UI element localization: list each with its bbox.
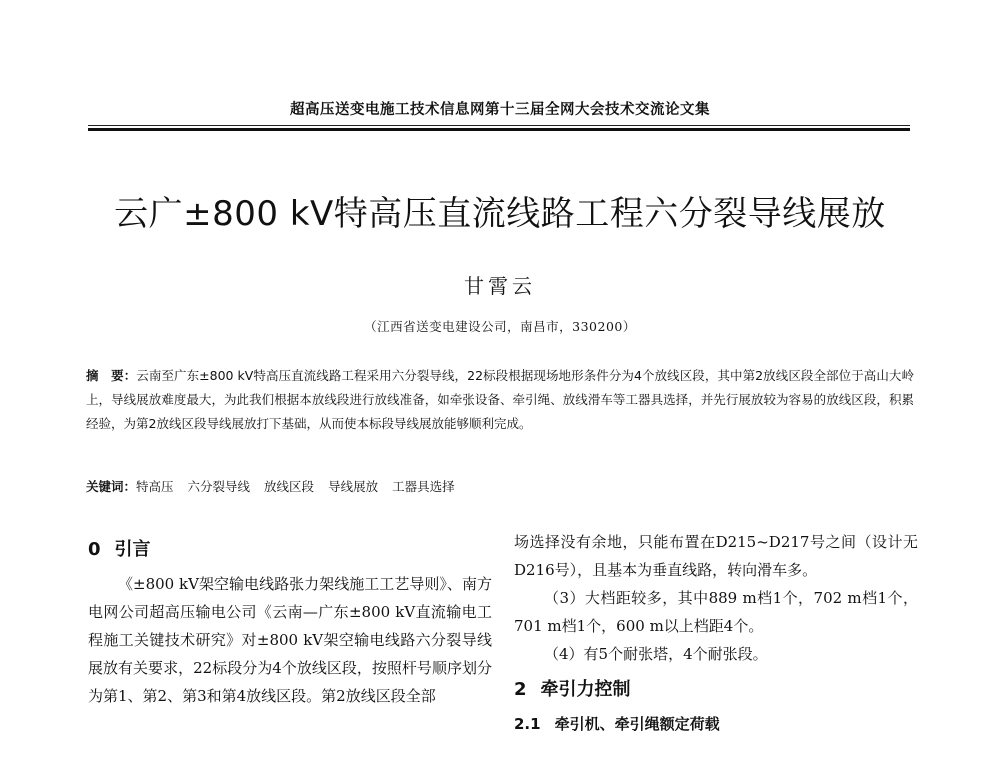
- paper-title: 云广±800 kV特高压直流线路工程六分裂导线展放: [114, 194, 886, 234]
- subsection-heading-rated-load: [514, 710, 918, 738]
- abstract: [86, 364, 914, 436]
- subsection-title: 牵引机、牵引绳额定荷载: [554, 715, 720, 733]
- author-name: 甘霄云: [464, 274, 536, 298]
- section-heading-traction-control: [514, 676, 918, 704]
- list-item-3: （3）大档距较多，其中889 m档1个，702 m档1个，701 m档1个，600 m以上档距4个。: [514, 589, 918, 635]
- section-heading-introduction: [88, 536, 492, 564]
- keyword: 导线展放: [328, 479, 379, 494]
- running-header: 超高压送变电施工技术信息网第十三届全网大会技术交流论文集: [290, 102, 710, 118]
- author-affiliation: （江西省送变电建设公司，南昌市，330200）: [364, 319, 636, 334]
- right-column: [514, 528, 918, 738]
- section-number: 0: [88, 539, 101, 560]
- abstract-label: 摘 要：: [86, 368, 137, 383]
- section-title: 引言: [114, 539, 151, 560]
- body-paragraph: 场选择没有余地，只能布置在D215~D217号之间（设计无D216号），且基本为垂直线路，转向滑车多。: [514, 533, 918, 579]
- intro-paragraph: 《±800 kV架空输电线路张力架线施工工艺导则》、南方电网公司超高压输电公司《云南—广东±800 kV直流输电工程施工关键技术研究》对±800 kV架空输电线路六分裂导线展放有关要求，22标段分为4个放线区段，按照杆号顺序划分为第1、第2、第3和第4放线区段。第2放线区段全部: [88, 575, 492, 705]
- abstract-text: 云南至广东±800 kV特高压直流线路工程采用六分裂导线，22标段根据现场地形条件分为4个放线区段，其中第2放线区段全部位于高山大岭上，导线展放难度最大，为此我们根据本放线段进行放线准备，如牵张设备、牵引绳、放线滑车等工器具选择，并先行展放较为容易的放线区段，积累经验，为第2放线区段导线展放打下基础，从而使本标段导线展放能够顺利完成。: [86, 368, 914, 431]
- keyword: 放线区段: [264, 479, 315, 494]
- subsection-number: 2.1: [514, 715, 541, 733]
- keyword: 工器具选择: [392, 479, 455, 494]
- left-column: [88, 528, 492, 710]
- keyword: 特高压: [136, 479, 174, 494]
- keyword: 六分裂导线: [187, 479, 251, 494]
- keywords-label: 关键词：: [86, 479, 137, 494]
- keywords: [86, 475, 914, 499]
- list-item-4: （4）有5个耐张塔，4个耐张段。: [544, 645, 768, 663]
- section-number: 2: [514, 679, 527, 700]
- header-rule-thin: [88, 125, 910, 126]
- header-rule-thick: [88, 128, 910, 131]
- section-title: 牵引力控制: [540, 679, 631, 700]
